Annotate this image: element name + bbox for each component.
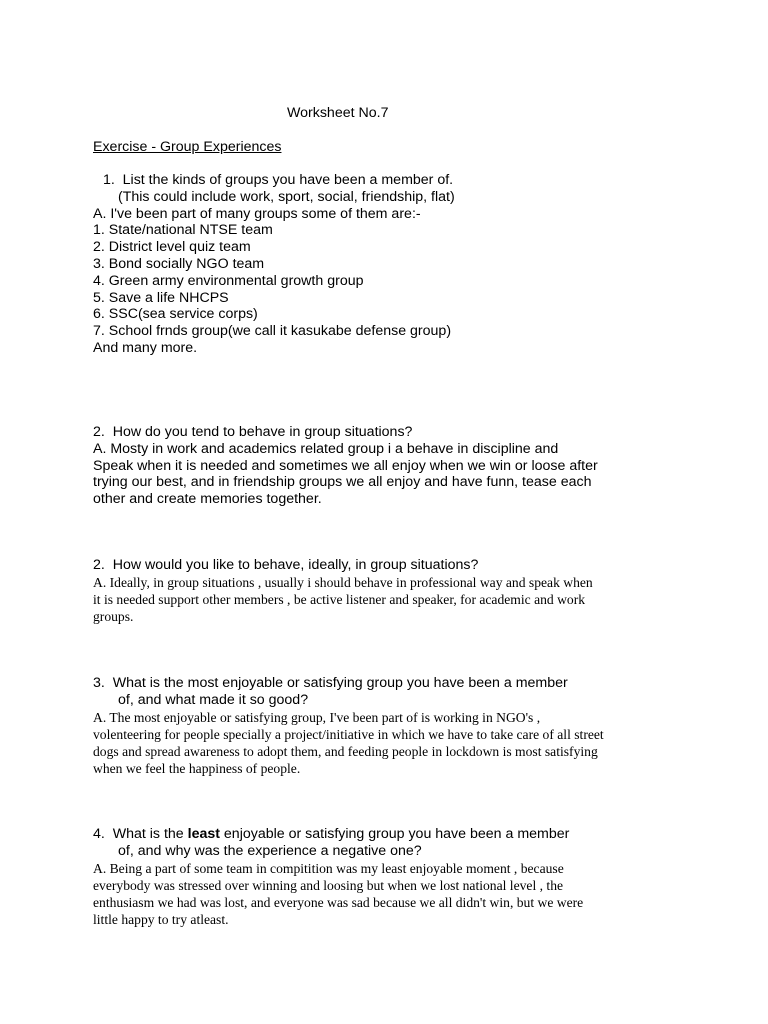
question-4-text-line2: of, and what made it so good? bbox=[118, 691, 309, 708]
group-list-item: 1. State/national NTSE team bbox=[93, 222, 273, 239]
group-list-item: 4. Green army environmental growth group bbox=[93, 272, 364, 289]
answer-3 bbox=[93, 574, 593, 625]
group-list-item: 3. Bond socially NGO team bbox=[93, 255, 265, 272]
exercise-heading: Exercise - Group Experiences bbox=[93, 139, 282, 155]
question-5-post: enjoyable or satisfying group you have been a member bbox=[219, 826, 570, 842]
answer-5-line: enthusiasm we had was lost, and everyone was sad because we all didn't win, but we were bbox=[93, 894, 584, 910]
question-5-emphasis: least bbox=[187, 826, 220, 842]
answer-1-outro: And many more. bbox=[93, 339, 198, 356]
question-1-subtext: (This could include work, sport, social, friendship, flat) bbox=[118, 188, 455, 205]
answer-2-line: trying our best, and in friendship groups we all enjoy and have funn, tease each bbox=[93, 474, 592, 491]
answer-5-line: everybody was stressed over winning and loosing but when we lost national level , the bbox=[93, 877, 564, 893]
answer-4 bbox=[93, 709, 604, 777]
answer-5-line: A. Being a part of some team in compitition was my least enjoyable moment , because bbox=[93, 860, 564, 876]
question-1-block bbox=[93, 172, 455, 357]
answer-3-line: groups. bbox=[93, 608, 134, 624]
question-5-pre: 4. What is the bbox=[93, 826, 188, 842]
answer-4-line: when we feel the happiness of people. bbox=[93, 760, 301, 776]
question-1-text: 1. List the kinds of groups you have been a member of. bbox=[99, 172, 454, 188]
answer-4-line: volenteering for people specially a project/initiative in which we have to take care of all street bbox=[93, 726, 604, 742]
question-5-text-line2: of, and why was the experience a negative one? bbox=[118, 842, 422, 859]
answer-2-line: other and create memories together. bbox=[93, 491, 322, 508]
answer-3-line: A. Ideally, in group situations , usually i should behave in professional way and speak when bbox=[93, 574, 593, 590]
question-2-text: 2. How do you tend to behave in group situations? bbox=[93, 424, 413, 440]
question-2-block bbox=[93, 424, 598, 508]
worksheet-title: Worksheet No.7 bbox=[287, 105, 389, 121]
question-3-text: 2. How would you like to behave, ideally, in group situations? bbox=[93, 557, 479, 573]
answer-3-line: it is needed support other members , be active listener and speaker, for academic and work bbox=[93, 591, 586, 607]
question-5-block bbox=[93, 826, 583, 928]
answer-2-line: A. Mosty in work and academics related group i a behave in discipline and bbox=[93, 440, 559, 457]
answer-5 bbox=[93, 860, 583, 928]
question-3-block bbox=[93, 557, 593, 625]
group-list-item: 5. Save a life NHCPS bbox=[93, 289, 229, 306]
group-list-item: 6. SSC(sea service corps) bbox=[93, 306, 258, 323]
answer-2-line: Speak when it is needed and sometimes we all enjoy when we win or loose after bbox=[93, 457, 598, 474]
group-list-item: 2. District level quiz team bbox=[93, 239, 251, 256]
answer-5-line: little happy to try atleast. bbox=[93, 911, 229, 927]
answer-1-intro: A. I've been part of many groups some of them are:- bbox=[93, 205, 421, 222]
question-4-block bbox=[93, 675, 604, 777]
answer-4-line: dogs and spread awareness to adopt them, and feeding people in lockdown is most satisfying bbox=[93, 743, 598, 759]
group-list-item: 7. School frnds group(we call it kasukabe defense group) bbox=[93, 323, 452, 340]
question-5-text bbox=[93, 826, 583, 843]
question-4-text: 3. What is the most enjoyable or satisfying group you have been a member bbox=[93, 675, 568, 691]
answer-4-line: A. The most enjoyable or satisfying group, I've been part of is working in NGO's , bbox=[93, 709, 541, 725]
